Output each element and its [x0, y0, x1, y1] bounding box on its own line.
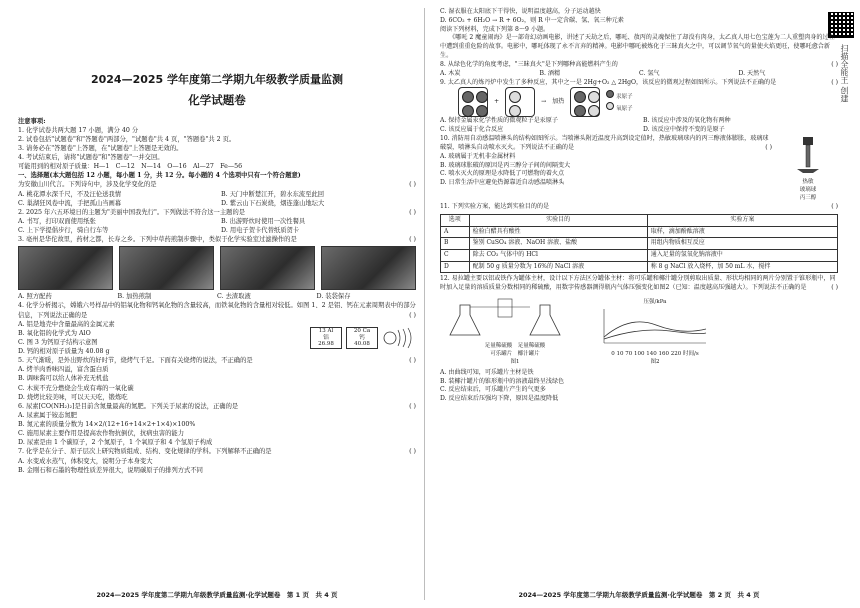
option: D. 该反应中保持不变的是原子 [643, 126, 725, 134]
question-12 [440, 275, 838, 404]
atomic-mass-line: 可能用到的相对原子质量：H—1 C—12 N—14 O—16 Al—27 Fe—56 [18, 163, 243, 171]
option: B. 出游野炊时使用一次性餐具 [221, 217, 306, 225]
question-stem: 为安徽山川代言。下列诗句中，涉及化学变化的是 [18, 181, 157, 189]
sprinkler-icon [793, 135, 823, 175]
option: C. 去渣取液 [217, 293, 251, 301]
question-6 [18, 402, 416, 448]
pressure-curve [600, 307, 710, 347]
option: A. 玻璃属于无机非金属材料 [440, 152, 516, 160]
note-item: 1. 化学试卷共两大题 17 小题，满分 40 分 [18, 126, 139, 134]
option: B. 加热煎制 [117, 293, 152, 301]
legend-hg: 汞原子 [616, 94, 633, 101]
answer-paren: ( ) [409, 208, 416, 216]
option: B. 调味酱可以给人体补充无机盐 [18, 375, 109, 383]
question-stem: 11. 下列实验方案，能达到实验目的的是 [440, 202, 550, 210]
note-item: 4. 考试结束后，请将"试题卷"和"答题卷"一并交回。 [18, 154, 164, 162]
page-divider [424, 8, 425, 600]
option: C. 氢气 [639, 69, 660, 77]
option: A. 由曲线可知，可乐罐片主材是铁 [440, 368, 534, 376]
q7-option-c: C. 湿衣服在太阳底下干得快，说明温度越高，分子运动越快 [440, 8, 601, 15]
option: A. 照方配药 [18, 293, 52, 301]
answer-paren: ( ) [409, 181, 416, 189]
option: A. 桃花潭水深千尺，不及汪伦送我情 [18, 190, 122, 198]
option: D. 尿素是由 1 个碳原子，2 个氮原子，1 个氧原子和 4 个氢原子构成 [18, 439, 213, 447]
experiment-table: 选项 实验目的 实验方案 A 检验白醋具有酸性 取样，滴加酚酞溶液 B 鉴别 CuSO₄ 溶液、NaOH 溶液、盐酸 用组内物质相互反应 C 除去 CO₂ 气体中的 HCl 通入足量的氢氧化钠溶液中 D 配制 50 g 质量分数为 16%的 NaCl 溶液 称 8 g NaCl 放入烧杯，加 50 mL 水，搅拌 [440, 214, 838, 273]
option: A. 铝是地壳中含量最高的金属元素 [18, 320, 115, 328]
element-card-al: 13 Al 铝 26.98 [310, 327, 342, 349]
option: C. 上下学提倡步行，骑自行车等 [18, 227, 109, 235]
table-row: C 除去 CO₂ 气体中的 HCl 通入足量的氢氧化钠溶液中 [441, 249, 838, 261]
answer-paren: ( ) [831, 60, 838, 68]
photo-filter [220, 246, 315, 290]
question-3 [18, 235, 416, 301]
answer-paren: ( ) [409, 236, 416, 244]
option: B. 酒精 [539, 69, 561, 77]
note-item: 2. 试卷包括"试题卷"和"答题卷"两部分，"试题卷"共 4 页，"答题卷"共 2 页。 [18, 135, 236, 143]
exam-title: 2024—2025 学年度第二学期九年级教学质量监测 [90, 73, 344, 86]
option: D. 用电子贺卡代替纸质贺卡 [221, 227, 300, 235]
option: A. 木炭 [440, 69, 461, 77]
answer-paren: ( ) [831, 202, 838, 210]
exam-subtitle: 化学试题卷 [188, 92, 246, 107]
question-1 [18, 180, 416, 207]
option: A. 书写，打印双面使用纸张 [18, 217, 96, 225]
question-stem: 9. 太乙真人的炼丹炉中发生了多种反应，其中之一是 2Hg+O₂ △ 2HgO，该反应的微观过程如图所示。下列说法不正确的是 [440, 78, 777, 86]
option: B. 该反应中涉及的氧化物有两种 [643, 117, 731, 125]
question-stem: 3. 亳州是华佗故里，药材之都，长寿之乡。下列中草药煎制步骤中，类似于化学实验室过滤操作的是 [18, 236, 297, 244]
table-row: D 配制 50 g 质量分数为 16%的 NaCl 溶液 称 8 g NaCl 放入烧杯，加 50 mL 水，搅拌 [441, 261, 838, 273]
question-stem: 8. 从绿色化学的角度考虑，"三昧真火"是下列哪种高能燃料产生的 [440, 60, 618, 68]
question-9 [440, 79, 838, 135]
option: D. 紫云山下石炭烧，烟连蓬山地坛大 [221, 199, 325, 207]
question-10 [440, 135, 838, 203]
page-footer: 2024—2025 学年度第二学期九年级教学质量监测·化学试题卷 第 2 页 共 4 页 [518, 590, 760, 599]
option: C. 该反应属于化合反应 [440, 126, 504, 134]
element-card-ca: 20 Ca 钙 40.08 [346, 327, 378, 349]
legend-o: 氧原子 [616, 106, 633, 113]
notes-heading: 注意事项: [18, 117, 46, 125]
q12-figures: 足量稀硫酸 足量稀硫酸 可乐罐片 椰汁罐片 图1 压强/kPa 0 10 70 100 140 160 220 时间/s 图2 [440, 295, 838, 367]
option: B. 装椰汁罐片的锥形瓶中的溶液最终呈浅绿色 [440, 377, 565, 385]
answer-paren: ( ) [765, 143, 772, 151]
page-1 [8, 0, 426, 608]
option: B. 天门中断楚江开，碧水东流至此回 [221, 190, 325, 198]
notes-block [18, 117, 416, 172]
option: C. 反应结束后，可乐罐片产生的气更多 [440, 386, 546, 394]
option: C. 木炭不充分燃烧会生成有毒的一氧化碳 [18, 384, 134, 392]
reading-intro: 阅读下列材料，完成下列第 8～9 小题。 [440, 25, 550, 33]
option: B. 氮元素的质量分数为 14×2/(12+16+14×2+1×4)×100% [18, 421, 196, 429]
photo-prescription [18, 246, 113, 290]
reaction-diagram: + → 加热 汞原子 氧原子 [458, 87, 633, 117]
option: D. 钙的相对原子质量为 40.08 g [18, 348, 110, 356]
photo-decoction [119, 246, 214, 290]
section-heading: 一、选择题(本大题包括 12 小题，每小题 1 分，共 12 分。每小题的 4 个选项中只有一个符合题意) [18, 172, 301, 180]
question-8 [440, 61, 838, 79]
question-stem: 4. 化学分析揭示，嫦娥六号样品中的铝氧化物和钙氧化物的含量较高，而铁氧化物的含量相对较低。如图 1、2 是铝、钙在元素周期表中的部分信息，下列说法正确的是 [18, 302, 416, 319]
q7-option-d: D. 6CO₂ + 6H₂O → R + 6O₂，则 R 中一定含碳、氢、氧三种元素 [440, 16, 624, 24]
herb-photos [18, 246, 416, 290]
table-row: B 鉴别 CuSO₄ 溶液、NaOH 溶液、盐酸 用组内物质相互反应 [441, 238, 838, 250]
option: B. 氧化铝的化学式为 AlO [18, 329, 91, 337]
question-stem: 12. 易拉罐主要以铝或铁作为罐体主材，设计以下方法区分罐体主材：将可乐罐和椰汁罐分别剪取出质量、形状均相同的两片分别置于锥形瓶中，同时加入足量的溶质质量分数相同的稀硫酸，用数字传感器测得瓶内气体压强变化如图2（已知：温度越高压强越大）。下列说法不正确的是 [440, 275, 836, 292]
option: D. 装袋保存 [316, 293, 351, 301]
question-11 [440, 203, 838, 273]
option: D. 日常生活中应避免热源靠近自动感温喷淋头 [440, 179, 565, 187]
note-item: 3. 请务必在"答题卷"上答题，在"试题卷"上答题是无效的。 [18, 144, 183, 152]
heat-label: 加热 [552, 98, 565, 106]
table-row: A 检验白醋具有酸性 取样，滴加酚酞溶液 [441, 226, 838, 238]
answer-paren: ( ) [831, 284, 838, 292]
option: D. 烧烤比较美味，可以天天吃，锻炼吃 [18, 393, 128, 401]
answer-paren: ( ) [409, 402, 416, 410]
answer-paren: ( ) [831, 78, 838, 86]
question-2 [18, 208, 416, 235]
option: B. 玻璃球胀破的原因是丙三醇分子间的间隔变大 [440, 161, 571, 169]
option: A. 烤羊肉香味四溢，富含蛋白质 [18, 366, 109, 374]
option: C. 施用尿素主要作用是提高农作物抗倒伏，抗病虫害的能力 [18, 430, 185, 438]
option: A. 保持金属汞化学性质的微观粒子是汞原子 [440, 117, 558, 125]
option: C. 图 3 为钙原子结构示意图 [18, 338, 98, 346]
question-stem: 6. 尿素[CO(NH₂)₂]是目前含氮量最高的氮肥。下列关于尿素的说法，正确的是 [18, 402, 239, 410]
question-7 [18, 447, 416, 474]
option: C. 巢湖狂风卷中流，手把孤山当画幕 [18, 199, 122, 207]
option: D. 天然气 [738, 69, 766, 77]
question-stem: 5. 天气渐暖，是外出野炊的好时节，烧烤气千足。下面有关烧烤的说法，不正确的是 [18, 357, 253, 365]
question-stem: 7. 化学是在分子、原子层次上研究物质组成、结构、变化规律的学科。下列解释不正确的是 [18, 448, 272, 456]
answer-paren: ( ) [409, 357, 416, 365]
atom-structure-diagram [382, 324, 416, 352]
answer-paren: ( ) [409, 448, 416, 456]
scanner-watermark: 扫描全能王 创建 [840, 44, 849, 103]
question-stem: 2. 2025 年六五环境日的主题为"美丽中国我先行"。下列做法不符合这一主题的是 [18, 208, 246, 216]
reading-passage: 《哪吒 2 魔童闹海》是一部奇幻动画电影，讲述了天劫之后，哪吒、敖丙的灵魂保住了却没有肉身，太乙真人用七色宝莲为二人重塑肉身的过程中遭到重重危险的故事。电影中，哪吒体现了永不言弃的精神。电影中哪吒被炼化于三昧真火之中，可以调节氧气的量使火焰更旺，使哪吒愈合新生。 [440, 34, 835, 60]
photo-bagging [321, 246, 416, 290]
page-2 [430, 0, 848, 608]
answer-paren: ( ) [409, 311, 416, 319]
option: C. 喷水灭火的原理是水降低了可燃物的着火点 [440, 170, 565, 178]
option: D. 反应结束后压强均下降，原因是温度降低 [440, 395, 559, 403]
question-4 [18, 301, 416, 356]
sprinkler-figure: 热敏 玻璃球 丙三醇 [778, 135, 838, 203]
page-footer: 2024—2025 学年度第二学期九年级教学质量监测·化学试题卷 第 1 页 共 4 页 [96, 590, 338, 599]
option: B. 金刚石和石墨的物理性质差异很大，说明碳原子的排列方式不同 [18, 466, 203, 474]
flask-apparatus [440, 295, 590, 339]
option: A. 尿素属于铵态氮肥 [18, 411, 77, 419]
question-stem: 10. 消防用自动感温喷淋头的结构如图所示。当喷淋头附近温度升高到设定值时，热敏玻璃球内的丙三醇液体膨胀，玻璃球破裂，喷淋头自动喷水灭火。下列说法不正确的是 [440, 135, 769, 151]
question-5 [18, 356, 416, 402]
option: A. 水变成水蒸气，体积变大，说明分子本身变大 [18, 457, 153, 465]
